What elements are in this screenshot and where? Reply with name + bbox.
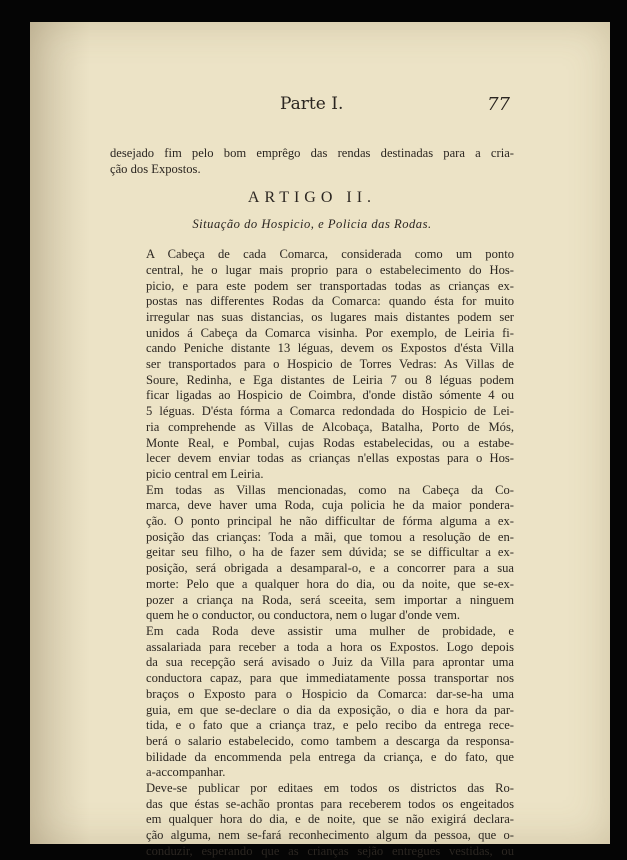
text-line: da sua recepção será avisado o Juiz da Villa para aprontar uma xyxy=(146,655,514,670)
text-line: braços o Exposto para o Hospicio da Comarca: dar-se-ha uma xyxy=(146,686,514,701)
text-line: ria comprehende as Villas de Alcobaça, Batalha, Porto de Mós, xyxy=(146,419,514,434)
text-line: ção alguma, nem se-fará reconhecimento algum da pessoa, que o- xyxy=(146,828,514,843)
page-number: 77 xyxy=(487,94,510,115)
text-line: desejado fim pelo bom emprêgo das rendas destinadas para a cria- xyxy=(110,146,514,160)
text-line: picio, e para este podem ser transportadas todas as crianças ex- xyxy=(146,278,514,293)
paragraph xyxy=(110,247,514,483)
text-line: unidos á Cabeça da Comarca visinha. Por exemplo, de Leiria fi- xyxy=(146,325,514,340)
text-line: conduzir, esperando que as crianças sejão entregues vestidas, ou xyxy=(146,843,514,858)
body-text xyxy=(110,146,514,860)
text-line: ção dos Expostos. xyxy=(110,161,201,176)
article-subtitle: Situação do Hospicio, e Policia das Rodas. xyxy=(192,217,432,232)
text-line: Monte Real, e Pombal, cujas Rodas estabelecidas, ou a estabe- xyxy=(146,435,514,450)
text-line: posição, será obrigada a desamparal-o, e a concorrer para a sua xyxy=(146,561,514,576)
article-heading: ARTIGO II. xyxy=(247,189,377,207)
text-line: marca, deve haver uma Roda, cuja policia he da maior pondera- xyxy=(146,498,514,513)
text-line: guia, em que se-declare o dia da exposição, o dia e hora da par- xyxy=(146,702,514,717)
book-page xyxy=(30,22,610,858)
text-line: irregular nas suas distancias, os lugares mais distantes podem ser xyxy=(146,309,514,324)
text-line: ção. O ponto principal he não difficultar de fórma alguma a ex- xyxy=(146,514,514,529)
text-line: picio central em Leiria. xyxy=(146,466,264,481)
text-line: Soure, Redinha, e Ega distantes de Leiria 7 ou 8 léguas podem xyxy=(146,372,514,387)
text-line: ficar ligadas ao Hospicio de Coimbra, d'onde distão sómente 4 ou xyxy=(146,388,514,403)
text-line: Em cada Roda deve assistir uma mulher de probidade, e xyxy=(146,623,514,638)
text-line: tida, e o fato que a criança traz, e pelo recibo da entrega rece- xyxy=(146,718,514,733)
text-line: em qualquer hora do dia, e de noite, que se não exigirá declara- xyxy=(146,812,514,827)
text-line: geitar seu filho, o ha de fazer sem dúvida; se se difficultar a ex- xyxy=(146,545,514,560)
text-line: lecer devem enviar todas as crianças n'ellas expostas para o Hos- xyxy=(146,451,514,466)
page-gutter-shadow xyxy=(30,22,90,844)
text-line: conductora capaz, para que immediatamente possa transportar nos xyxy=(146,671,514,686)
page-header xyxy=(110,90,510,120)
text-line: assalariada para receber a toda a hora os Expostos. Logo depois xyxy=(146,639,514,654)
text-line: quem he o conductor, ou conductora, nem o lugar d'onde vem. xyxy=(146,608,461,623)
text-line: a-accompanhar. xyxy=(146,765,226,780)
text-line: ser transportados para o Hospicio de Torres Vedras: As Villas de xyxy=(146,357,514,372)
text-line: A Cabeça de cada Comarca, considerada como um ponto xyxy=(146,247,514,262)
text-line: pozer a criança na Roda, será sceeita, sem importar a ninguem xyxy=(146,592,514,607)
text-line: morte: Pelo que a qualquer hora do dia, ou da noite, que se-ex- xyxy=(146,576,514,591)
text-line: bilidade da encommenda pela entrega da criança, e do fato, que xyxy=(146,749,514,764)
text-line: das que éstas se-achão prontas para receberem todos os engeitados xyxy=(146,796,514,811)
text-line: 5 léguas. D'ésta fórma a Comarca redondada do Hospicio de Lei- xyxy=(146,404,514,419)
text-line: Em todas as Villas mencionadas, como na Cabeça da Co- xyxy=(146,482,514,497)
paragraph xyxy=(110,781,514,860)
paragraph xyxy=(110,624,514,781)
text-line: cando Peniche distante 13 léguas, devem os Expostos d'ésta Villa xyxy=(146,341,514,356)
text-line: berá o salario estabelecido, como tambem a descarga da responsa- xyxy=(146,733,514,748)
intro-paragraph xyxy=(110,146,514,177)
running-title: Parte I. xyxy=(280,94,344,114)
text-line: postas nas differentes Rodas da Comarca: quando ésta for muito xyxy=(146,294,514,309)
paragraph xyxy=(110,483,514,624)
text-line: posição das crianças: Toda a mãi, que tomou a resolução de en- xyxy=(146,529,514,544)
text-line: central, he o lugar mais proprio para o estabelecimento do Hos- xyxy=(146,262,514,277)
text-line: Deve-se publicar por editaes em todos os districtos das Ro- xyxy=(146,781,514,796)
